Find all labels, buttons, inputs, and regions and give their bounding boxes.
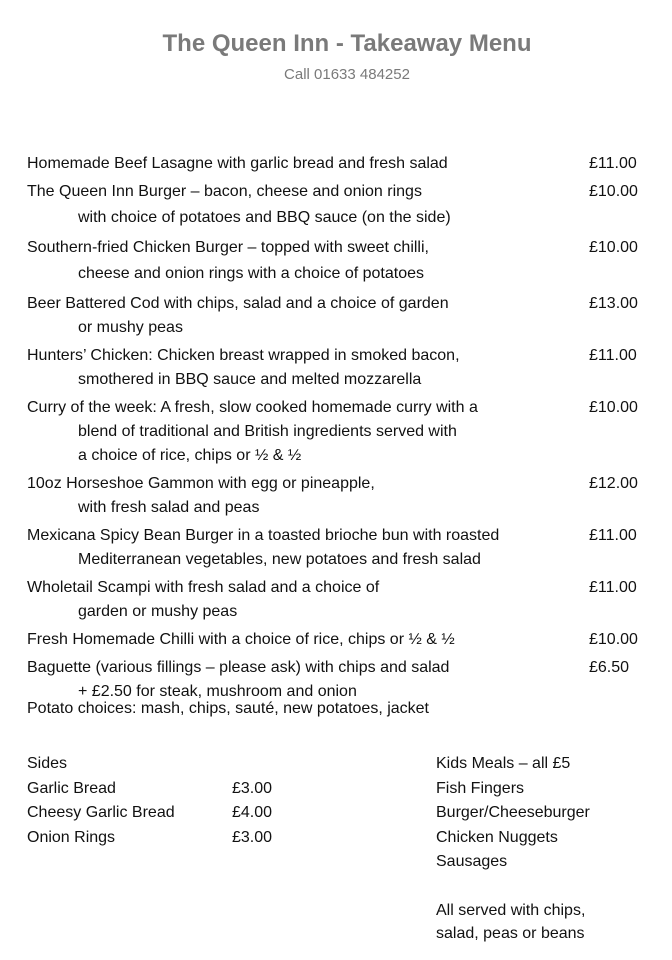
- menu-title: The Queen Inn - Takeaway Menu: [162, 30, 532, 57]
- menu-item: [27, 180, 652, 232]
- sides-heading: Sides: [27, 755, 68, 772]
- side-item: [27, 826, 327, 851]
- menu-item: [27, 472, 652, 520]
- menu-item-name: The Queen Inn Burger – bacon, cheese and onion rings: [27, 183, 422, 200]
- side-item-price: £3.00: [232, 779, 273, 797]
- menu-item: [27, 524, 652, 572]
- menu-item-price: £10.00: [589, 399, 638, 416]
- menu-item-description: garden or mushy peas: [78, 603, 238, 620]
- menu-item-description: or mushy peas: [78, 319, 183, 336]
- menu-item-description: a choice of rice, chips or ½ & ½: [78, 447, 302, 464]
- side-item-price: £4.00: [232, 804, 273, 821]
- menu-item-name: Hunters’ Chicken: Chicken breast wrapped in smoked bacon,: [27, 347, 460, 364]
- menu-item-name: Southern-fried Chicken Burger – topped with sweet chilli,: [27, 239, 429, 256]
- menu-item: [27, 576, 652, 624]
- menu-item: [27, 344, 652, 392]
- menu-item-price: £13.00: [589, 295, 638, 312]
- menu-item-name: Beer Battered Cod with chips, salad and a choice of garden: [27, 295, 449, 312]
- kids-note-line: All served with chips,: [436, 901, 586, 919]
- side-item: [27, 777, 327, 802]
- menu-item: [27, 152, 652, 176]
- menu-item-price: £11.00: [589, 579, 637, 596]
- menu-item: [27, 236, 652, 288]
- menu-item-name: Homemade Beef Lasagne with garlic bread and fresh salad: [27, 155, 448, 172]
- kids-heading: Kids Meals – all £5: [436, 755, 571, 772]
- menu-item-price: £12.00: [589, 475, 638, 492]
- kids-note: [436, 899, 656, 945]
- menu-list: [27, 152, 652, 708]
- menu-item-price: £10.00: [589, 631, 638, 648]
- menu-item-name: Wholetail Scampi with fresh salad and a choice of: [27, 579, 380, 596]
- menu-item-description: cheese and onion rings with a choice of potatoes: [78, 265, 425, 282]
- menu-item-price: £6.50: [589, 659, 630, 676]
- kids-item: Burger/Cheeseburger: [436, 804, 590, 821]
- kids-meals-section: [436, 752, 656, 945]
- kids-item: Sausages: [436, 853, 508, 870]
- menu-item-description: smothered in BBQ sauce and melted mozzarella: [78, 371, 422, 388]
- menu-item: [27, 628, 652, 652]
- menu-item-name: 10oz Horseshoe Gammon with egg or pineapple,: [27, 475, 375, 492]
- menu-item-description: Mediterranean vegetables, new potatoes and fresh salad: [78, 551, 481, 568]
- menu-item-name: Fresh Homemade Chilli with a choice of rice, chips or ½ & ½: [27, 631, 455, 648]
- side-item-name: Onion Rings: [27, 828, 116, 846]
- side-item-name: Cheesy Garlic Bread: [27, 804, 175, 821]
- menu-item-description: with fresh salad and peas: [78, 499, 260, 516]
- kids-note-line: salad, peas or beans: [436, 924, 585, 942]
- menu-item-description: + £2.50 for steak, mushroom and onion: [78, 683, 357, 700]
- side-item: [27, 801, 327, 826]
- sides-section: [27, 752, 327, 850]
- side-item-name: Garlic Bread: [27, 779, 116, 797]
- kids-item: Chicken Nuggets: [436, 828, 558, 846]
- menu-item: [27, 292, 652, 340]
- menu-item-description: with choice of potatoes and BBQ sauce (on the side): [78, 209, 451, 226]
- kids-item: Fish Fingers: [436, 779, 525, 797]
- menu-item-price: £11.00: [589, 527, 637, 544]
- menu-item-name: Mexicana Spicy Bean Burger in a toasted brioche bun with roasted: [27, 527, 500, 544]
- menu-item-name: Baguette (various fillings – please ask) with chips and salad: [27, 659, 450, 676]
- phone-number: Call 01633 484252: [284, 66, 410, 83]
- menu-item-price: £10.00: [589, 239, 638, 256]
- menu-item-price: £11.00: [589, 155, 637, 172]
- side-item-price: £3.00: [232, 828, 273, 846]
- menu-item-description: blend of traditional and British ingredients served with: [78, 423, 457, 440]
- menu-item: [27, 396, 652, 468]
- menu-item-price: £10.00: [589, 183, 638, 200]
- menu-item: [27, 656, 652, 704]
- menu-item-price: £11.00: [589, 347, 637, 364]
- menu-item-name: Curry of the week: A fresh, slow cooked homemade curry with a: [27, 399, 478, 416]
- potato-choices: Potato choices: mash, chips, sauté, new potatoes, jacket: [27, 700, 429, 717]
